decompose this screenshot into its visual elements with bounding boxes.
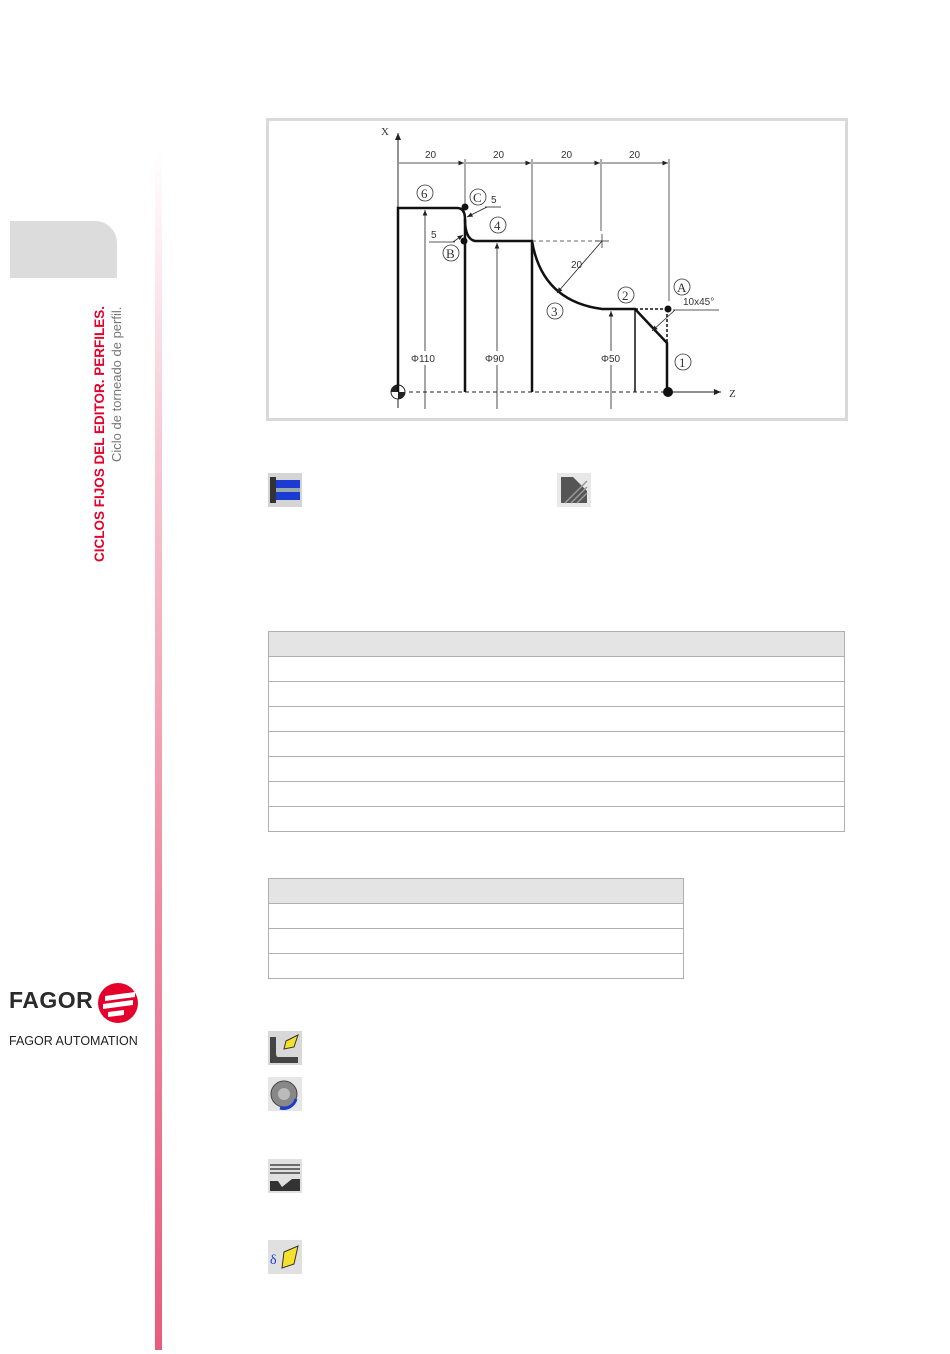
profile-drawing bbox=[269, 121, 845, 418]
table-row bbox=[269, 657, 845, 682]
profile-figure bbox=[266, 118, 848, 421]
point-2: 2 bbox=[622, 288, 629, 303]
table-row bbox=[269, 929, 684, 954]
fagor-logo-mark bbox=[9, 983, 149, 1027]
chapter-subtitle: Ciclo de torneado de perfil. bbox=[109, 306, 124, 462]
dim-top-1: 20 bbox=[425, 150, 437, 161]
chamfer-label: 10x45° bbox=[683, 297, 715, 308]
x-axis-label: X bbox=[381, 126, 389, 138]
radius-label: 20 bbox=[571, 260, 583, 271]
table-row bbox=[269, 954, 684, 979]
finishing-allowance-icon bbox=[268, 1240, 302, 1274]
small-dim-c: 5 bbox=[491, 195, 497, 206]
table-row bbox=[269, 904, 684, 929]
diameter-50: Φ50 bbox=[601, 354, 621, 365]
table-header bbox=[269, 632, 845, 657]
svg-text:δ: δ bbox=[270, 1253, 277, 1268]
dim-top-4: 20 bbox=[629, 150, 641, 161]
diameter-90: Φ90 bbox=[485, 354, 505, 365]
table-row bbox=[269, 707, 845, 732]
z-axis-label: Z bbox=[729, 388, 736, 400]
parameter-table bbox=[268, 631, 845, 832]
point-4: 4 bbox=[494, 218, 501, 233]
table-row bbox=[269, 732, 845, 757]
dim-top-3: 20 bbox=[561, 150, 573, 161]
point-6: 6 bbox=[421, 186, 428, 201]
point-b: B bbox=[446, 246, 455, 261]
table-row bbox=[269, 782, 845, 807]
diameter-110: Φ110 bbox=[411, 354, 435, 365]
point-1: 1 bbox=[679, 355, 686, 370]
logo-wordmark: FAGOR bbox=[9, 987, 94, 1013]
chapter-tab bbox=[10, 221, 117, 278]
external-turning-icon bbox=[268, 473, 302, 507]
point-c: C bbox=[473, 190, 482, 205]
company-name: FAGOR AUTOMATION bbox=[9, 1034, 138, 1048]
point-3: 3 bbox=[551, 304, 558, 319]
side-color-bar bbox=[155, 150, 162, 1350]
table-row bbox=[269, 682, 845, 707]
table-row bbox=[269, 807, 845, 832]
spindle-rotation-icon bbox=[268, 1077, 302, 1111]
chapter-title: CICLOS FIJOS DEL EDITOR. PERFILES. bbox=[92, 305, 107, 562]
roughing-hatch-icon bbox=[557, 473, 591, 507]
profile-pass-icon bbox=[268, 1159, 302, 1193]
secondary-table bbox=[268, 878, 684, 979]
table-header bbox=[269, 879, 684, 904]
dim-top-2: 20 bbox=[493, 150, 505, 161]
point-a: A bbox=[677, 280, 687, 295]
small-dim-b: 5 bbox=[431, 230, 437, 241]
tool-corner-icon bbox=[268, 1031, 302, 1065]
table-row bbox=[269, 757, 845, 782]
